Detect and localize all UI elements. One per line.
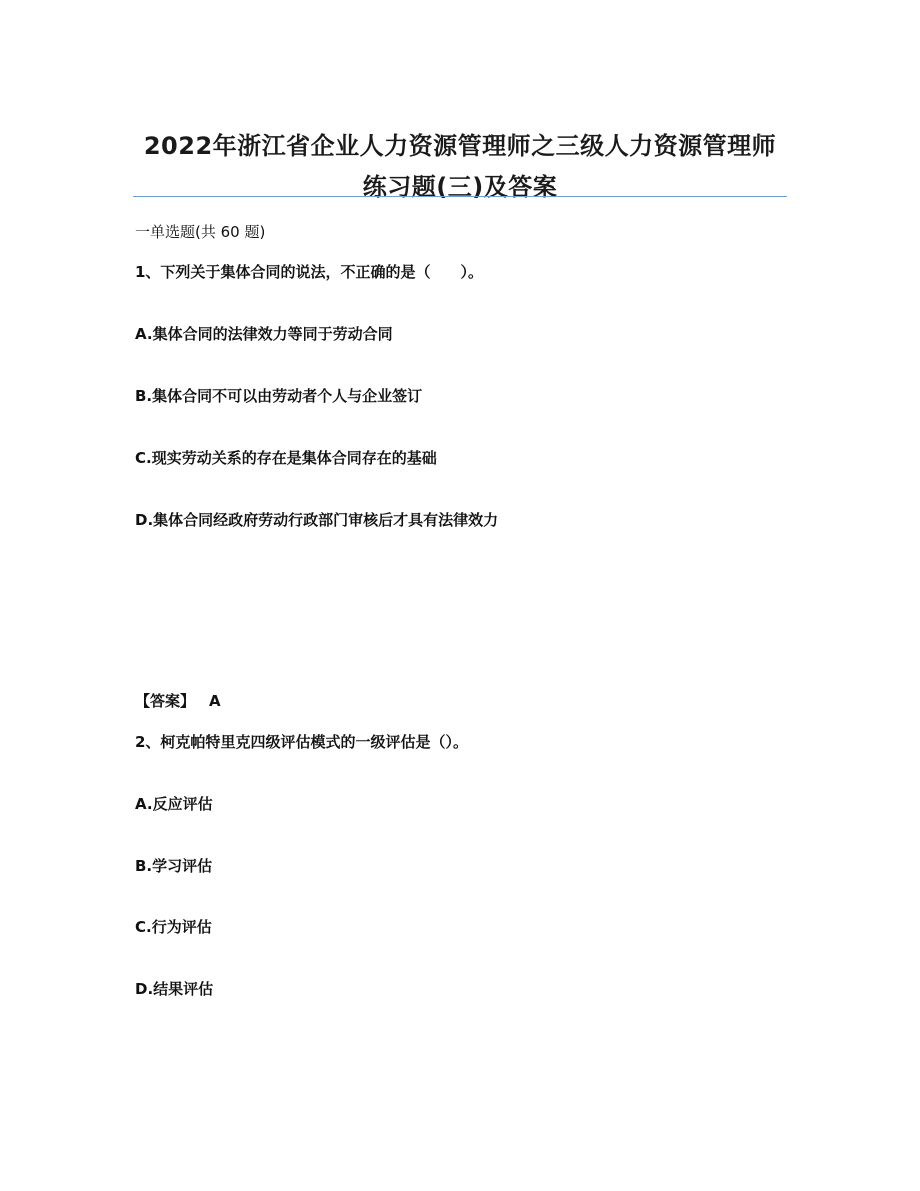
section-heading: 一单选题(共 60 题) [135,223,266,241]
title-line-2: 练习题(三)及答案 [362,173,558,202]
title-line-1: 2022年浙江省企业人力资源管理师之三级人力资源管理师 [143,132,777,161]
question-2-option-d: D.结果评估 [135,980,214,998]
question-1-stem: 1、下列关于集体合同的说法，不正确的是（ ）。 [135,263,483,281]
question-1-option-d: D.集体合同经政府劳动行政部门审核后才具有法律效力 [135,511,499,529]
question-2-option-a: A.反应评估 [135,795,213,813]
question-2-stem: 2、柯克帕特里克四级评估模式的一级评估是（）。 [135,733,468,751]
title-divider [133,196,787,197]
question-1-option-c: C.现实劳动关系的存在是集体合同存在的基础 [135,449,437,467]
question-1-option-b: B.集体合同不可以由劳动者个人与企业签订 [135,387,423,405]
question-2-option-c: C.行为评估 [135,918,212,936]
answer-label: 【答案】 [135,692,196,710]
question-1-option-a: A.集体合同的法律效力等同于劳动合同 [135,325,393,343]
answer-value: A [209,692,221,710]
question-1-answer [135,691,221,711]
question-2-option-b: B.学习评估 [135,857,213,875]
